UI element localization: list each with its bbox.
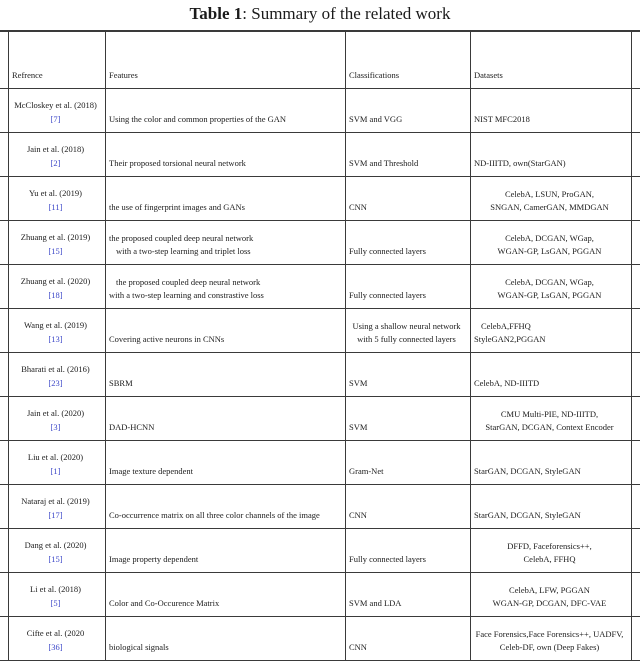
citation-link[interactable]: [18] <box>48 290 63 300</box>
column-divider-1 <box>105 32 106 660</box>
column-header-datasets: Datasets <box>474 70 503 80</box>
reference-cell <box>8 309 105 352</box>
classifications-cell: CNN <box>349 642 367 652</box>
reference-cell <box>8 89 105 132</box>
column-divider-2 <box>345 32 346 660</box>
table-row <box>0 572 640 616</box>
features-cell: the proposed coupled deep neural network with a two-step learning and triplet loss <box>109 233 254 256</box>
reference-name: Nataraj et al. (2019) <box>21 496 90 506</box>
related-work-table <box>0 32 640 661</box>
citation-link[interactable]: [7] <box>50 114 61 124</box>
table-row <box>0 308 640 352</box>
datasets-cell: CelebA, ND-IIITD <box>474 378 540 388</box>
column-divider-3 <box>470 32 471 660</box>
table-border-left <box>8 32 9 660</box>
reference-cell <box>8 353 105 396</box>
reference-cell <box>8 617 105 660</box>
table-number: Table 1 <box>189 4 243 23</box>
citation-link[interactable]: [17] <box>48 510 63 520</box>
citation-link[interactable]: [15] <box>48 554 63 564</box>
classifications-cell: Using a shallow neural network with 5 fully connected layers <box>352 321 461 344</box>
classifications-cell: Gram-Net <box>349 466 384 476</box>
datasets-cell: CelebA, DCGAN, WGap, WGAN-GP, LsGAN, PGGAN <box>497 277 602 300</box>
datasets-cell: CelebA, DCGAN, WGap, WGAN-GP, LsGAN, PGGAN <box>497 233 602 256</box>
column-header-classifications: Classifications <box>349 70 400 80</box>
column-header-reference: Refrence <box>12 70 43 80</box>
reference-cell <box>8 441 105 484</box>
features-cell: the use of fingerprint images and GANs <box>109 202 245 212</box>
table-row <box>0 396 640 440</box>
classifications-cell: Fully connected layers <box>349 290 426 300</box>
datasets-cell: NIST MFC2018 <box>474 114 530 124</box>
reference-name: Wang et al. (2019) <box>23 320 88 330</box>
reference-name: Zhuang et al. (2019) <box>20 232 91 242</box>
table-row <box>0 528 640 572</box>
reference-cell <box>8 265 105 308</box>
table-row <box>0 352 640 396</box>
features-cell: biological signals <box>109 642 169 652</box>
features-cell: Using the color and common properties of the GAN <box>109 114 287 124</box>
features-cell: SBRM <box>109 378 133 388</box>
reference-name: Dang et al. (2020) <box>24 540 87 550</box>
classifications-cell: Fully connected layers <box>349 554 426 564</box>
features-cell: Their proposed torsional neural network <box>109 158 246 168</box>
features-cell: the proposed coupled deep neural network with a two-step learning and constrastive loss <box>109 277 264 300</box>
table-row <box>0 88 640 132</box>
datasets-cell: StarGAN, DCGAN, StyleGAN <box>474 510 581 520</box>
reference-name: Jain et al. (2018) <box>26 144 85 154</box>
classifications-cell: CNN <box>349 202 367 212</box>
features-cell: Co-occurrence matrix on all three color channels of the image <box>109 510 320 520</box>
reference-cell <box>8 529 105 572</box>
column-header-features: Features <box>109 70 138 80</box>
classifications-cell: SVM <box>349 378 368 388</box>
reference-name: Jain et al. (2020) <box>26 408 85 418</box>
features-cell: Image texture dependent <box>109 466 194 476</box>
datasets-cell: DFFD, Faceforensics++, CelebA, FFHQ <box>507 541 592 564</box>
datasets-cell: CMU Multi-PIE, ND-IIITD, StarGAN, DCGAN, Context Encoder <box>485 409 614 432</box>
table-row <box>0 176 640 220</box>
citation-link[interactable]: [36] <box>48 642 63 652</box>
table-header-row <box>0 32 640 88</box>
reference-name: Bharati et al. (2016) <box>21 364 90 374</box>
table-row <box>0 264 640 308</box>
citation-link[interactable]: [11] <box>48 202 63 212</box>
reference-cell <box>8 177 105 220</box>
table-row <box>0 220 640 264</box>
table-row <box>0 440 640 484</box>
reference-cell <box>8 221 105 264</box>
reference-cell <box>8 485 105 528</box>
classifications-cell: SVM and VGG <box>349 114 403 124</box>
citation-link[interactable]: [1] <box>50 466 61 476</box>
datasets-cell: Face Forensics,Face Forensics++, UADFV, Celeb-DF, own (Deep Fakes) <box>475 629 624 652</box>
table-caption <box>0 0 640 30</box>
datasets-cell: StarGAN, DCGAN, StyleGAN <box>474 466 581 476</box>
citation-link[interactable]: [13] <box>48 334 63 344</box>
reference-name: Zhuang et al. (2020) <box>20 276 91 286</box>
reference-name: Liu et al. (2020) <box>27 452 84 462</box>
features-cell: Image property dependent <box>109 554 199 564</box>
datasets-cell: CelebA, LSUN, ProGAN, SNGAN, CamerGAN, MMDGAN <box>490 189 609 212</box>
reference-cell <box>8 133 105 176</box>
table-row <box>0 132 640 176</box>
table-caption-text: : Summary of the related work <box>242 4 451 23</box>
table-row <box>0 484 640 528</box>
reference-cell <box>8 573 105 616</box>
classifications-cell: Fully connected layers <box>349 246 426 256</box>
features-cell: DAD-HCNN <box>109 422 155 432</box>
citation-link[interactable]: [23] <box>48 378 63 388</box>
datasets-cell: CelebA, LFW, PGGAN WGAN-GP, DCGAN, DFC-VAE <box>492 585 607 608</box>
classifications-cell: SVM and LDA <box>349 598 402 608</box>
table-row <box>0 616 640 660</box>
datasets-cell: ND-IIITD, own(StarGAN) <box>474 158 566 168</box>
reference-name: Cifte et al. (2020 <box>26 628 85 638</box>
citation-link[interactable]: [15] <box>48 246 63 256</box>
reference-name: Li et al. (2018) <box>30 584 81 594</box>
reference-name: Yu et al. (2019) <box>29 188 82 198</box>
reference-name: McCloskey et al. (2018) <box>14 100 97 110</box>
citation-link[interactable]: [2] <box>50 158 61 168</box>
citation-link[interactable]: [5] <box>50 598 61 608</box>
features-cell: Covering active neurons in CNNs <box>109 334 225 344</box>
datasets-cell: CelebA,FFHQ StyleGAN2,PGGAN <box>474 321 546 344</box>
features-cell: Color and Co-Occurence Matrix <box>109 598 220 608</box>
classifications-cell: SVM <box>349 422 368 432</box>
table-border-right <box>631 32 632 660</box>
classifications-cell: CNN <box>349 510 367 520</box>
citation-link[interactable]: [3] <box>50 422 61 432</box>
reference-cell <box>8 397 105 440</box>
classifications-cell: SVM and Threshold <box>349 158 419 168</box>
